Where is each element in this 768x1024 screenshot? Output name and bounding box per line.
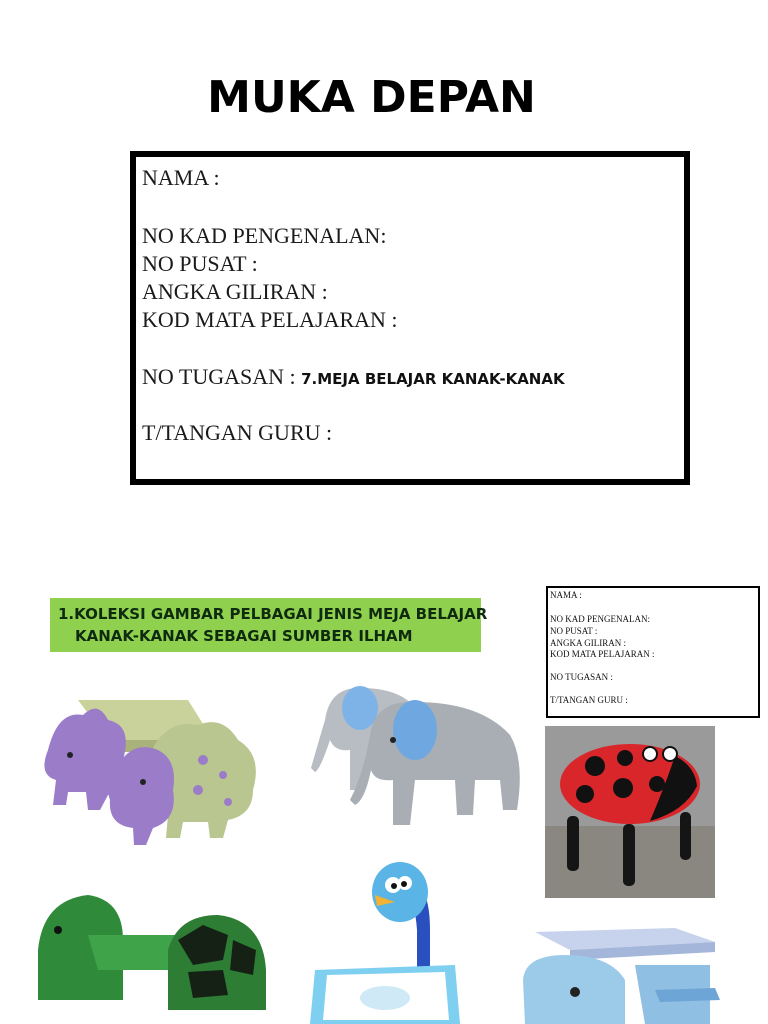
subject-field-label: KOD MATA PELAJARAN : (142, 307, 398, 332)
identity-form-thumbnail (546, 586, 760, 718)
turn-field-label: ANGKA GILIRAN : (142, 279, 328, 304)
thumb-subject-label: KOD MATA PELAJARAN : (550, 649, 655, 659)
task-field-value: 7.MEJA BELAJAR KANAK-KANAK (301, 370, 565, 388)
thumb-ic-label: NO KAD PENGENALAN: (550, 614, 650, 624)
dolphin-projector-desk-icon (305, 850, 465, 1024)
page-title: MUKA DEPAN (207, 72, 536, 123)
thumb-teacher-label: T/TANGAN GURU : (550, 695, 628, 705)
center-field-label: NO PUSAT : (142, 251, 258, 276)
thumb-task-label: NO TUGASAN : (550, 672, 613, 682)
task-field-label: NO TUGASAN : (142, 364, 296, 389)
banner-line-2: KANAK-KANAK SEBAGAI SUMBER ILHAM (75, 627, 413, 645)
task-field-row (142, 364, 565, 390)
dinosaur-bench-icon (38, 680, 268, 860)
thumb-turn-label: ANGKA GILIRAN : (550, 638, 626, 648)
ic-field-label: NO KAD PENGENALAN: (142, 223, 387, 248)
ladybug-stool-icon (545, 726, 715, 898)
thumb-center-label: NO PUSAT : (550, 626, 598, 636)
teacher-signature-label: T/TANGAN GURU : (142, 420, 333, 445)
banner-line-1: 1.KOLEKSI GAMBAR PELBAGAI JENIS MEJA BELAJAR (58, 605, 488, 623)
elephant-bench-icon (305, 680, 530, 840)
inspiration-banner (50, 598, 488, 652)
whale-table-icon (515, 920, 720, 1024)
thumb-name-label: NAMA : (550, 590, 582, 600)
identity-form (130, 151, 690, 485)
turtle-bench-icon (28, 880, 268, 1024)
name-field-label: NAMA : (142, 165, 220, 190)
